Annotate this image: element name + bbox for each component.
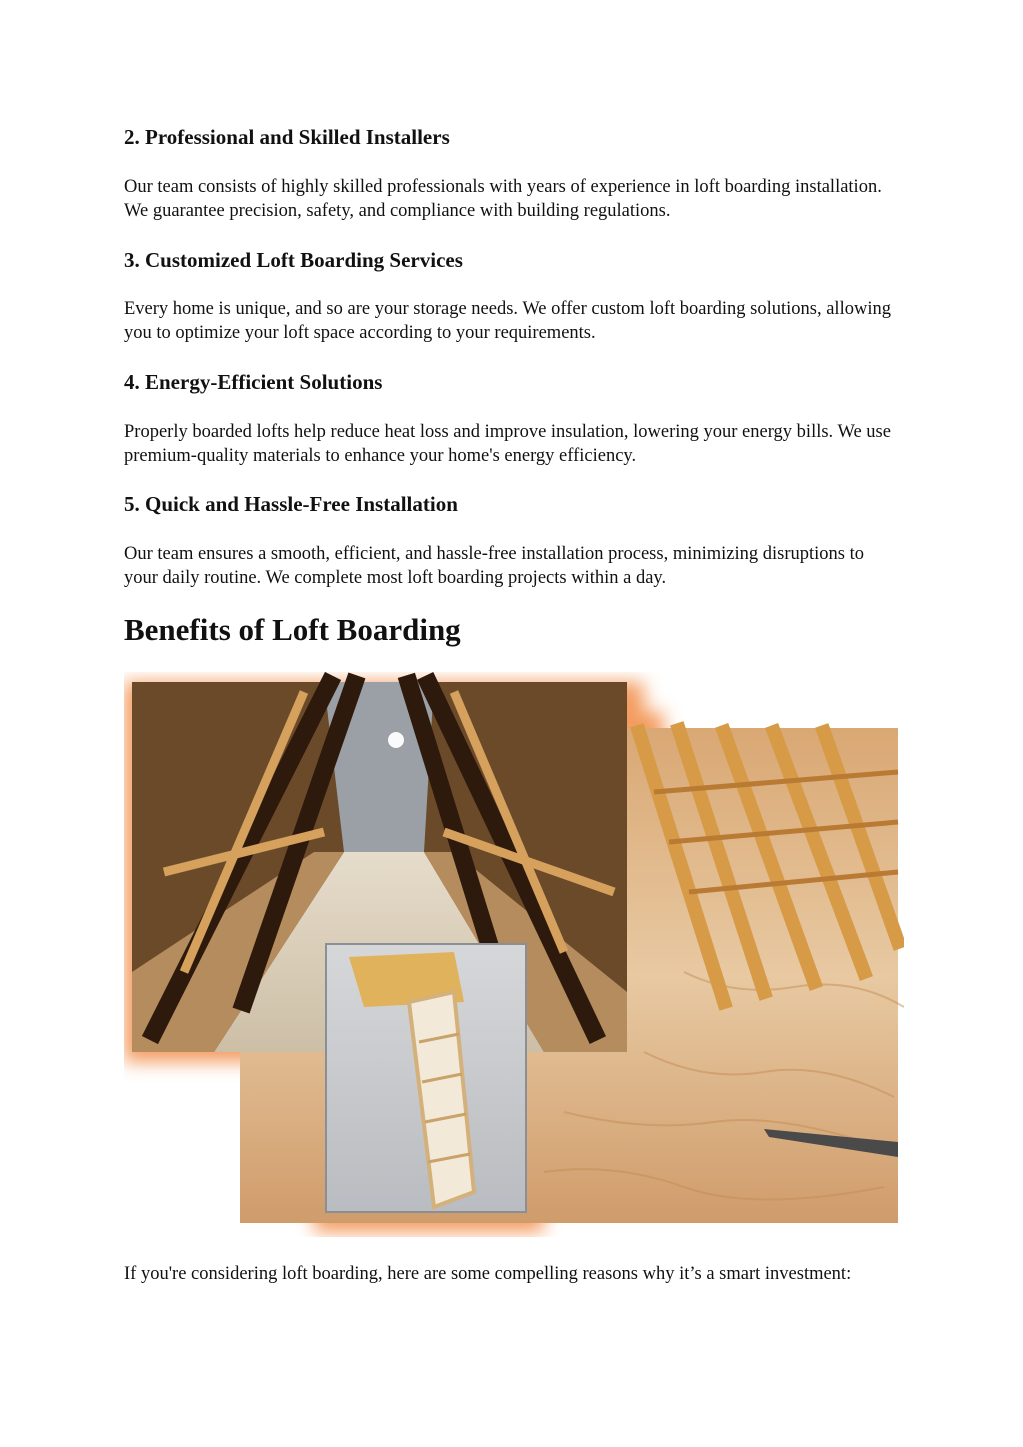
paragraph-professional-installers: Our team consists of highly skilled professionals with years of experience in loft boarding installation. We guarantee precision, safety, and compliance with building regulations. [124, 177, 882, 221]
paragraph-customized-services: Every home is unique, and so are your storage needs. We offer custom loft boarding solutions, allowing you to optimize your loft space according to your requirements. [124, 299, 891, 343]
paragraph-quick-installation: Our team ensures a smooth, efficient, and hassle-free installation process, minimizing disruptions to your daily routine. We complete most loft boarding projects within a day. [124, 544, 864, 588]
benefits-intro-paragraph: If you're considering loft boarding, here are some compelling reasons why it’s a smart investment: [124, 1264, 852, 1284]
loft-boarding-photo-collage [124, 672, 904, 1237]
loft-hatch-photo [326, 944, 526, 1212]
heading-customized-services: 3. Customized Loft Boarding Services [124, 248, 463, 272]
heading-professional-installers: 2. Professional and Skilled Installers [124, 125, 450, 149]
heading-energy-efficient: 4. Energy-Efficient Solutions [124, 370, 383, 394]
paragraph-energy-efficient: Properly boarded lofts help reduce heat loss and improve insulation, lowering your energy bills. We use premium-quality materials to enhance your home's energy efficiency. [124, 422, 891, 466]
benefits-heading: Benefits of Loft Boarding [124, 612, 461, 647]
heading-quick-installation: 5. Quick and Hassle-Free Installation [124, 492, 458, 516]
